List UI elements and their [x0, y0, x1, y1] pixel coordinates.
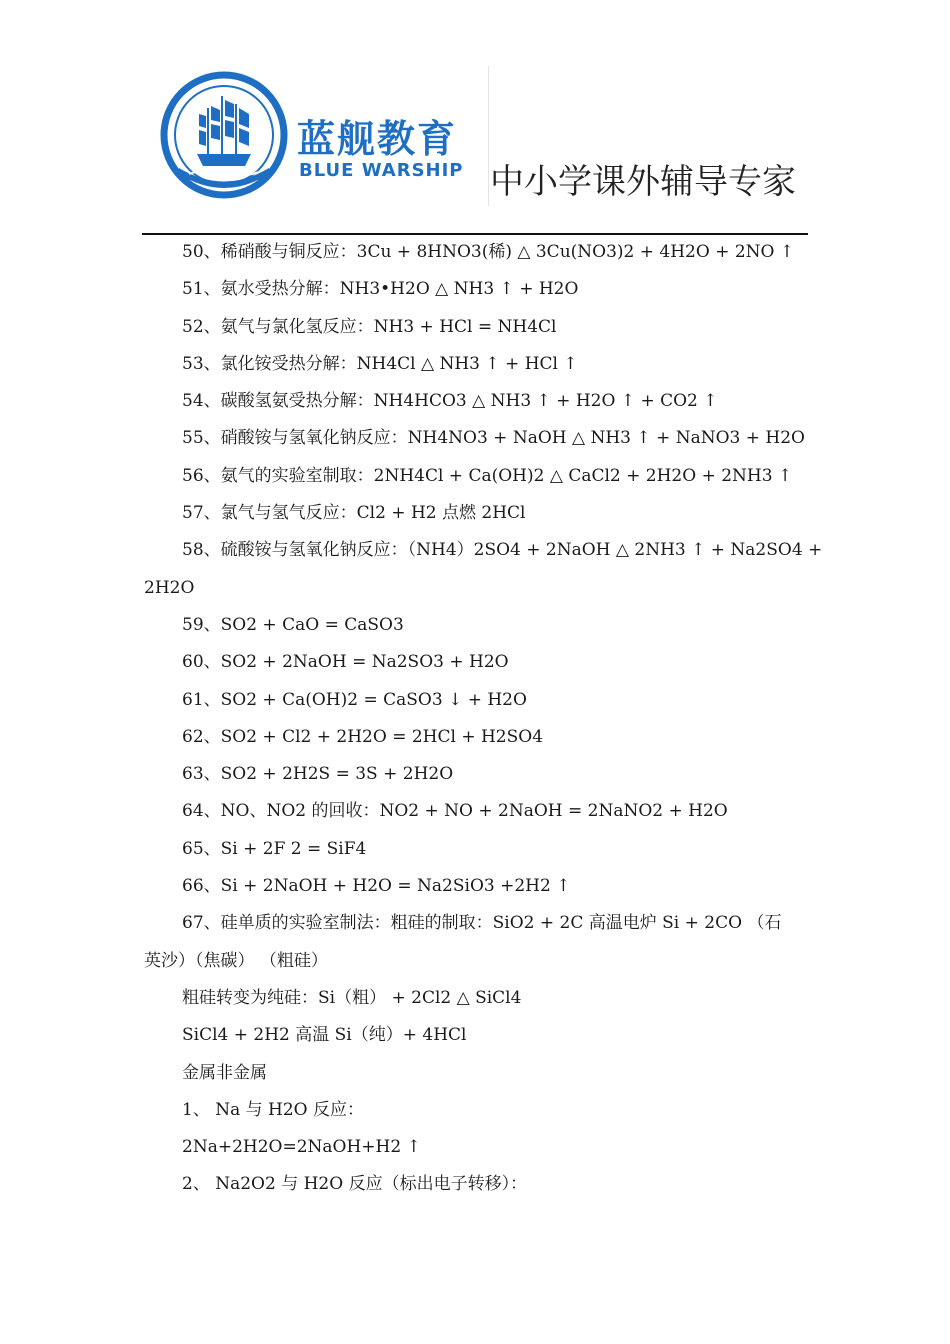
text-line: 63、SO2 + 2H2S = 3S + 2H2O: [182, 764, 454, 785]
text-line: 62、SO2 + Cl2 + 2H2O = 2HCl + H2SO4: [182, 726, 544, 747]
text-line: 56、氨气的实验室制取：2NH4Cl + Ca(OH)2 △ CaCl2 + 2H2O + 2NH3 ↑: [182, 465, 793, 486]
text-line: 64、NO、NO2 的回收：NO2 + NO + 2NaOH = 2NaNO2 + H2O: [182, 801, 728, 822]
text-line: 金属非金属: [182, 1062, 267, 1083]
text-line: 54、碳酸氢氨受热分解：NH4HCO3 △ NH3 ↑ + H2O ↑ + CO2 ↑: [182, 391, 718, 412]
text-line: 2Na+2H2O=2NaOH+H2 ↑: [182, 1137, 421, 1158]
header-tagline: 中小学课外辅导专家: [490, 162, 796, 202]
text-line: 52、氨气与氯化氢反应：NH3 + HCl = NH4Cl: [182, 316, 557, 337]
text-line: 60、SO2 + 2NaOH = Na2SO3 + H2O: [182, 652, 509, 673]
text-line: 51、氨水受热分解：NH3•H2O △ NH3 ↑ + H2O: [182, 279, 579, 300]
text-line: 67、硅单质的实验室制法：粗硅的制取：SiO2 + 2C 高温电炉 Si + 2CO （石: [182, 913, 782, 934]
text-line: SiCl4 + 2H2 高温 Si（纯）+ 4HCl: [182, 1025, 467, 1046]
logo: [145, 66, 489, 206]
logo-en-text: BLUE WARSHIP: [299, 160, 464, 181]
logo-cn-text: 蓝舰教育: [297, 117, 458, 161]
text-line: 53、氯化铵受热分解：NH4Cl △ NH3 ↑ + HCl ↑: [182, 353, 578, 374]
text-line: 59、SO2 + CaO = CaSO3: [182, 614, 404, 635]
text-line: 61、SO2 + Ca(OH)2 = CaSO3 ↓ + H2O: [182, 689, 527, 710]
page-header: [145, 66, 808, 208]
text-line: 英沙）（焦碳） （粗硅）: [144, 950, 328, 971]
text-line: 55、硝酸铵与氢氧化钠反应：NH4NO3 + NaOH △ NH3 ↑ + NaNO3 + H2O: [182, 428, 805, 449]
text-line: 粗硅转变为纯硅：Si（粗） + 2Cl2 △ SiCl4: [182, 987, 522, 1008]
text-line: 50、稀硝酸与铜反应：3Cu + 8HNO3(稀) △ 3Cu(NO3)2 + 4H2O + 2NO ↑: [182, 242, 795, 262]
text-line: 66、Si + 2NaOH + H2O = Na2SiO3 +2H2 ↑: [182, 876, 571, 897]
text-line: 2、 Na2O2 与 H2O 反应（标出电子转移）：: [182, 1174, 528, 1195]
text-line: 65、Si + 2F 2 = SiF4: [182, 838, 367, 859]
text-line: 57、氯气与氢气反应：Cl2 + H2 点燃 2HCl: [182, 503, 526, 524]
warship-emblem-icon: [159, 70, 289, 200]
text-line: 1、 Na 与 H2O 反应：: [182, 1099, 365, 1120]
document-body: [144, 234, 823, 1204]
text-line: 58、硫酸铵与氢氧化钠反应：（NH4）2SO4 + 2NaOH △ 2NH3 ↑ + Na2SO4 +: [182, 540, 823, 561]
text-line: 2H2O: [144, 577, 195, 598]
